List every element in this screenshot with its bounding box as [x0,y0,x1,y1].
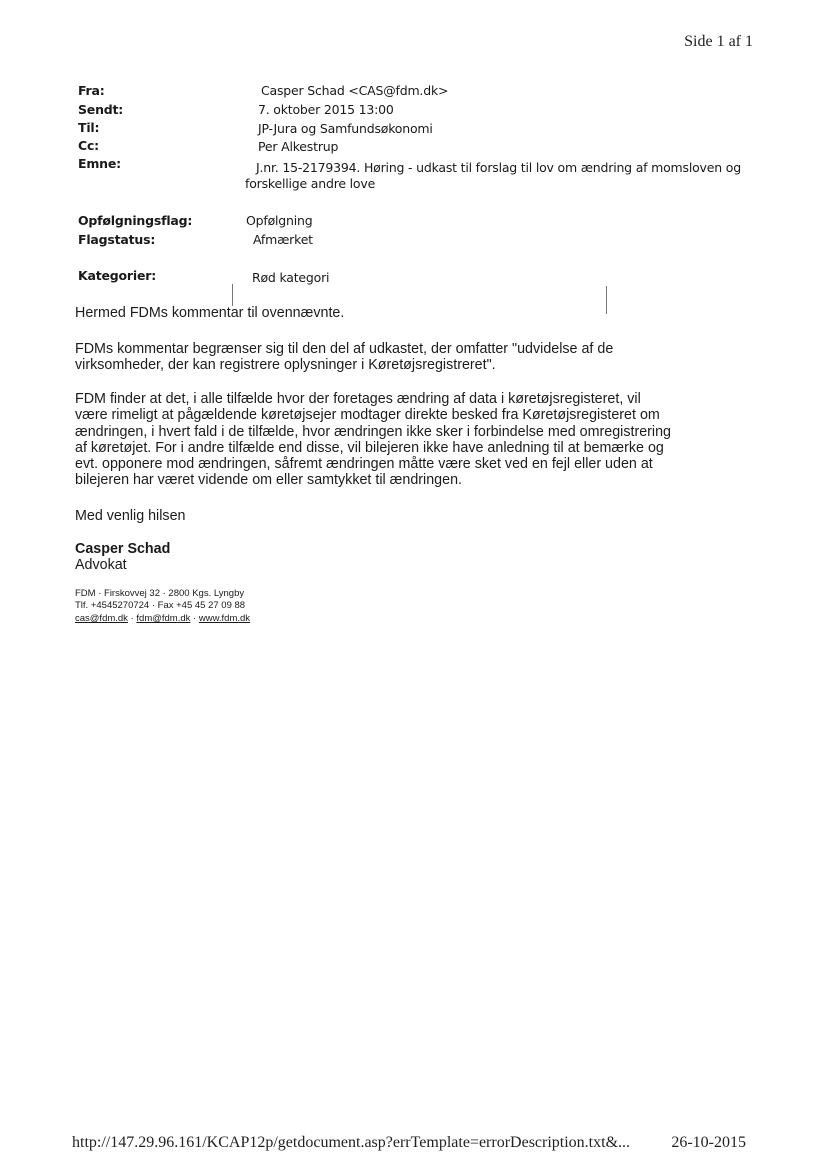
link-separator: · [127,613,137,624]
body-line: evt. opponere mod ændringen, såfremt ændringen måtte være sket ved en fejl eller uden at [75,456,653,473]
flag-status-label: Flagstatus: [78,232,156,247]
body-line: FDMs kommentar begrænser sig til den del af udkastet, der omfatter "udvidelse af de [75,341,614,357]
from-value: Casper Schad <CAS@fdm.dk> [261,83,449,98]
subject-label: Emne: [78,156,121,171]
signature-name: Casper Schad [75,541,171,557]
footer-url: http://147.29.96.161/KCAP12p/getdocument.asp?errTemplate=errorDescription.txt&... [72,1134,631,1151]
signature-address: FDM · Firskovvej 32 · 2800 Kgs. Lyngby [75,588,245,599]
closing-greeting: Med venlig hilsen [75,508,186,524]
sent-value: 7. oktober 2015 13:00 [258,102,394,117]
cc-label: Cc: [78,138,99,153]
subject-value: J.nr. 15-2179394. Høring - udkast til forslag til lov om ændring af momsloven og [256,160,741,175]
from-label: Fra: [78,83,105,98]
body-line: FDM finder at det, i alle tilfælde hvor der foretages ændring af data i køretøjsregisteret, vil [75,391,641,407]
categories-label: Kategorier: [78,268,157,283]
scan-mark-left [232,284,233,306]
flag-status-value: Afmærket [253,232,313,247]
sent-label: Sendt: [78,102,124,117]
categories-value: Rød kategori [252,270,330,285]
page-number: Side 1 af 1 [684,33,753,50]
followup-flag-label: Opfølgningsflag: [78,213,193,228]
body-line: ændringen, i hvert fald i de tilfælde, hvor ændringen ikke sker i forbindelse med omregistrering [75,423,671,440]
cc-value: Per Alkestrup [258,139,339,154]
link-separator: · [190,613,199,624]
website-link[interactable]: www.fdm.dk [198,613,251,624]
to-value: JP-Jura og Samfundsøkonomi [258,121,433,136]
body-line: være rimeligt at pågældende køretøjsejer modtager direkte besked fra Køretøjsregisteret om [75,407,660,424]
body-line: virksomheder, der kan registrere oplysninger i Køretøjsregistreret". [75,357,496,374]
body-line: af køretøjet. For i andre tilfælde end disse, vil bilejeren ikke have anledning til at bemærke og [75,439,664,456]
signature-links [75,613,250,624]
body-paragraph-scope [75,341,765,374]
to-label: Til: [78,120,100,135]
subject-value-continued: forskellige andre love [245,176,376,191]
email-link-cas[interactable]: cas@fdm.dk [75,613,128,624]
signature-title: Advokat [75,557,127,573]
body-paragraph-intro: Hermed FDMs kommentar til ovennævnte. [75,305,345,321]
email-link-fdm[interactable]: fdm@fdm.dk [136,613,191,624]
body-paragraph-opinion [75,391,765,489]
signature-phone: Tlf. +4545270724 · Fax +45 45 27 09 88 [75,600,246,611]
body-line: bilejeren har været vidende om eller samtykket til ændringen. [75,472,462,489]
footer-date: 26-10-2015 [671,1134,746,1151]
followup-flag-value: Opfølgning [246,213,313,228]
